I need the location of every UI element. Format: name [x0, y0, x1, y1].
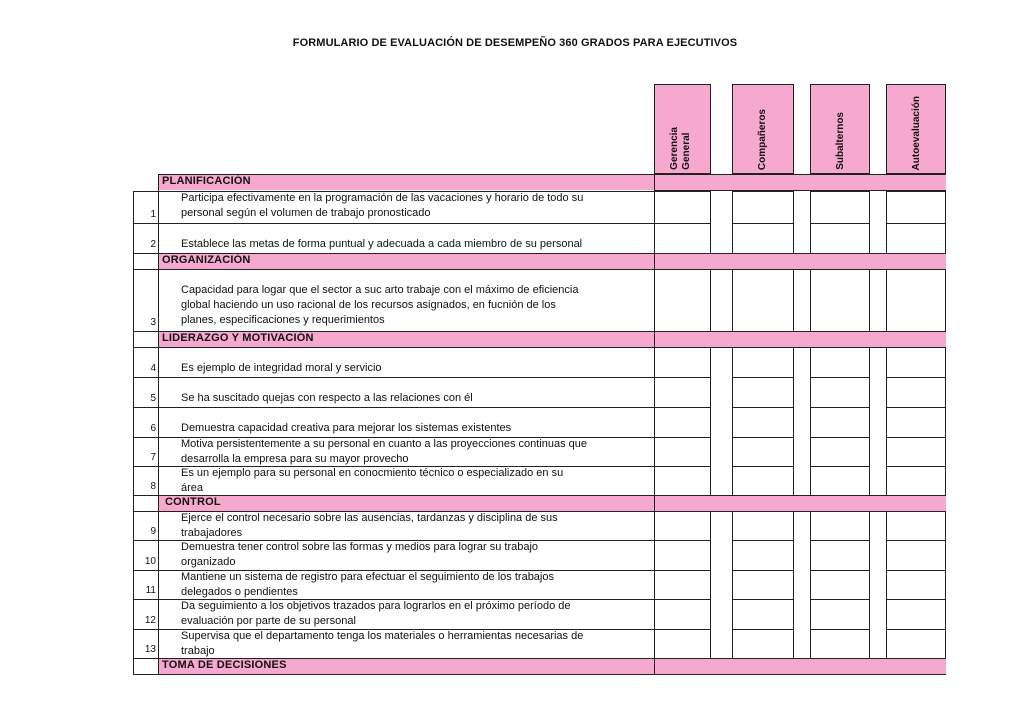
item-text: [181, 237, 582, 252]
rating-cell[interactable]: [732, 407, 794, 438]
rating-cell[interactable]: [810, 407, 870, 438]
rating-cell[interactable]: [654, 511, 711, 541]
rating-cell[interactable]: [654, 599, 711, 630]
item-text-line: planes, especificaciones y requerimientos: [181, 314, 385, 326]
row-border: [133, 377, 654, 378]
rating-cell[interactable]: [732, 269, 794, 332]
rating-cell[interactable]: [886, 223, 946, 254]
section-title-organizacion: ORGANIZACIÓN: [162, 254, 251, 266]
row-border: [133, 347, 654, 348]
item-text-line: Supervisa que el departamento tenga los materiales o herramientas necesarias de: [181, 630, 584, 642]
item-text: [181, 391, 473, 406]
rating-cell[interactable]: [886, 466, 946, 496]
item-number: 9: [150, 526, 156, 537]
item-text-line: Es un ejemplo para su personal en conocmiento técnico o especializado en su: [181, 467, 564, 479]
rating-cell[interactable]: [810, 466, 870, 496]
item-text-line: organizado: [181, 556, 236, 568]
rating-cell[interactable]: [810, 269, 870, 332]
rating-cell[interactable]: [886, 437, 946, 467]
rating-cell[interactable]: [732, 223, 794, 254]
item-number: 12: [144, 615, 156, 626]
rating-cell[interactable]: [654, 377, 711, 408]
item-text-line: Demuestra tener control sobre las formas y medios para lograr su trabajo: [181, 541, 539, 553]
item-text: [181, 437, 587, 467]
rating-cell[interactable]: [810, 437, 870, 467]
item-number: 13: [144, 644, 156, 655]
item-number: 3: [150, 317, 156, 328]
item-number: 11: [145, 585, 156, 596]
item-text-line: delegados o pendientes: [181, 586, 298, 598]
item-text-line: área: [181, 482, 204, 494]
item-number: 5: [150, 393, 156, 404]
item-text: [181, 361, 382, 376]
rating-cell[interactable]: [654, 223, 711, 254]
item-number: 10: [144, 556, 156, 567]
item-text-line: trabajo: [181, 645, 215, 657]
item-text: [181, 421, 511, 436]
rating-cell[interactable]: [810, 570, 870, 600]
item-text-line: Motiva persistentemente a su personal en cuanto a las proyecciones continuas que: [181, 438, 588, 450]
item-number: 4: [150, 363, 156, 374]
rating-cell[interactable]: [654, 407, 711, 438]
item-text-line: global haciendo un uso racional de los recursos asignados, en fucnión de los: [181, 299, 556, 311]
section-title-liderazgo: LIDERAZGO Y MOTIVACIÓN: [162, 332, 314, 344]
rating-cell[interactable]: [732, 191, 794, 224]
row-border: [133, 253, 654, 254]
rating-cell[interactable]: [732, 540, 794, 571]
rating-cell[interactable]: [810, 377, 870, 408]
item-number: 8: [150, 481, 156, 492]
rating-cell[interactable]: [886, 407, 946, 438]
item-text-line: Demuestra capacidad creativa para mejorar los sistemas existentes: [181, 422, 512, 434]
column-header-autoevaluacion: [886, 84, 946, 174]
rating-cell[interactable]: [886, 629, 946, 659]
column-header-subalternos: [810, 84, 870, 174]
section-band-control: [158, 495, 946, 511]
row-border: [133, 407, 654, 408]
rating-cell[interactable]: [886, 377, 946, 408]
item-text-line: personal según el volumen de trabajo pronosticado: [181, 207, 431, 219]
section-title-toma-decisiones: TOMA DE DECISIONES: [162, 659, 287, 671]
rating-cell[interactable]: [886, 540, 946, 571]
item-text-line: Se ha suscitado quejas con respecto a las relaciones con él: [181, 392, 473, 404]
rating-cell[interactable]: [886, 599, 946, 630]
rating-cell[interactable]: [732, 511, 794, 541]
rating-cell[interactable]: [732, 437, 794, 467]
form-title: FORMULARIO DE EVALUACIÓN DE DESEMPEÑO 360 GRADOS PARA EJECUTIVOS: [292, 37, 738, 49]
rating-cell[interactable]: [810, 191, 870, 224]
rating-cell[interactable]: [654, 540, 711, 571]
section-title-planificacion: PLANIFICACIÓN: [162, 175, 251, 187]
rating-cell[interactable]: [886, 511, 946, 541]
item-text-line: trabajadores: [181, 527, 243, 539]
item-text: [181, 629, 583, 659]
band-border: [654, 674, 946, 675]
item-text: [181, 570, 554, 600]
item-text: [181, 540, 538, 570]
column-header-companeros: [732, 84, 794, 174]
rating-cell[interactable]: [654, 437, 711, 467]
item-text: [181, 599, 571, 629]
row-border: [158, 174, 654, 175]
rating-cell[interactable]: [810, 223, 870, 254]
band-border: [654, 174, 946, 175]
rating-cell[interactable]: [886, 269, 946, 332]
column-label-companeros: Compañeros: [757, 108, 768, 170]
rating-cell[interactable]: [886, 347, 946, 378]
rating-cell[interactable]: [732, 599, 794, 630]
item-number: 1: [150, 209, 156, 220]
item-text-line: desarrolla la empresa para su mayor provecho: [181, 453, 409, 465]
rating-cell[interactable]: [732, 570, 794, 600]
rating-cell[interactable]: [732, 377, 794, 408]
rating-cell[interactable]: [654, 191, 711, 224]
item-text: [181, 511, 558, 541]
item-text-line: Mantiene un sistema de registro para efectuar el seguimiento de los trabajos: [181, 571, 554, 583]
rating-cell[interactable]: [654, 629, 711, 659]
item-number: 6: [150, 423, 156, 434]
item-text-line: Ejerce el control necesario sobre las ausencias, tardanzas y disciplina de sus: [181, 512, 558, 524]
section-title-control: CONTROL: [165, 496, 221, 508]
item-text-line: Capacidad para logar que el sector a suc arto trabaje con el máximo de eficiencia: [181, 284, 579, 296]
rating-cell[interactable]: [732, 466, 794, 496]
item-text: [181, 283, 578, 328]
rating-cell[interactable]: [810, 511, 870, 541]
item-text-line: Establece las metas de forma puntual y adecuada a cada miembro de su personal: [181, 238, 583, 250]
section-band-planificacion: [158, 174, 946, 190]
rating-cell[interactable]: [810, 599, 870, 630]
row-border: [133, 269, 654, 270]
rating-cell[interactable]: [732, 347, 794, 378]
rating-cell[interactable]: [886, 191, 946, 224]
item-text-line: evaluación por parte de su personal: [181, 615, 356, 627]
item-number: 2: [150, 239, 156, 250]
rating-cell[interactable]: [810, 629, 870, 659]
item-text: [181, 466, 563, 496]
column-header-gerencia: [654, 84, 711, 174]
row-border: [133, 331, 654, 332]
column-label-subalternos: Subalternos: [835, 112, 846, 170]
column-label-gerencia: Gerencia General: [669, 127, 692, 170]
column-label-autoevaluacion: Autoevaluación: [911, 95, 922, 170]
row-border: [133, 223, 654, 224]
item-text-line: Da seguimiento a los objetivos trazados para lograrlos en el próximo período de: [181, 600, 571, 612]
rating-cell[interactable]: [654, 570, 711, 600]
item-number: 7: [150, 452, 156, 463]
item-text: [181, 191, 583, 221]
section-band-organizacion: [158, 253, 946, 269]
rating-cell[interactable]: [654, 347, 711, 378]
rating-cell[interactable]: [810, 347, 870, 378]
item-text-line: Es ejemplo de integridad moral y servicio: [181, 362, 382, 374]
rating-cell[interactable]: [654, 269, 711, 332]
rating-cell[interactable]: [654, 466, 711, 496]
row-border: [133, 674, 654, 675]
rating-cell[interactable]: [886, 570, 946, 600]
rating-cell[interactable]: [810, 540, 870, 571]
rating-cell[interactable]: [732, 629, 794, 659]
item-text-line: Participa efectivamente en la programación de las vacaciones y horario de todo su: [181, 192, 584, 204]
